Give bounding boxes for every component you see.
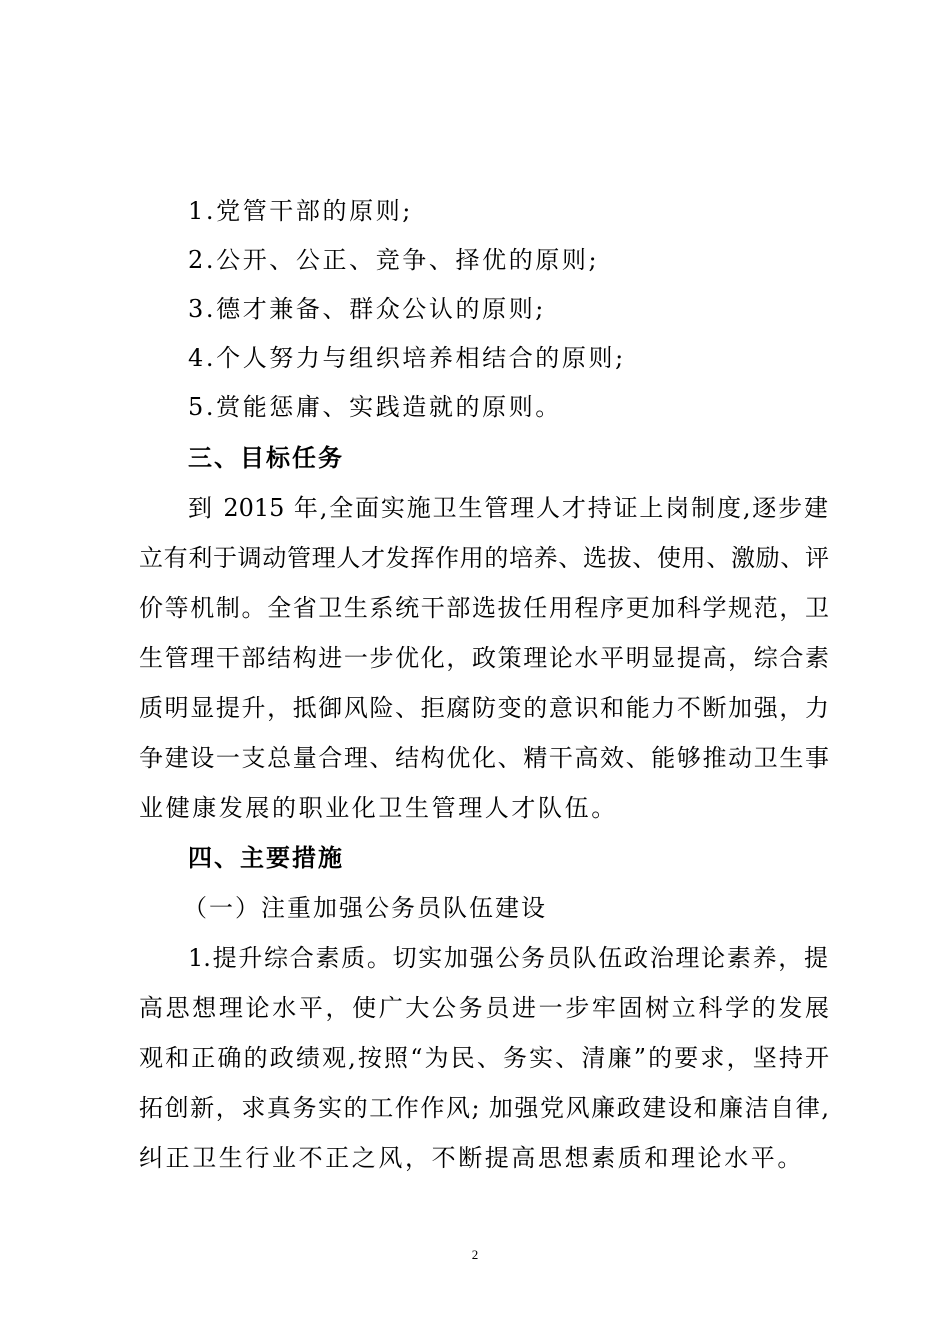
page-number: 2 (471, 1247, 479, 1262)
principle-4: 4.个人努力与组织培养相结合的原则; (188, 344, 626, 372)
section-3-heading: 三、目标任务 (188, 444, 344, 472)
section-3-line-7: 业健康发展的职业化卫生管理人才队伍。 (139, 794, 618, 822)
principle-1: 1.党管干部的原则; (188, 197, 413, 225)
section-4-subheading: （一）注重加强公务员队伍建设 (183, 894, 547, 922)
section-3-line-1: 到 2015 年,全面实施卫生管理人才持证上岗制度,逐步建 (188, 494, 828, 522)
section-4-line-5: 纠正卫生行业不正之风，不断提高思想素质和理论水平。 (139, 1144, 804, 1172)
section-4-heading: 四、主要措施 (188, 844, 344, 872)
section-3-line-6: 争建设一支总量合理、结构优化、精干高效、能够推动卫生事 (139, 744, 829, 772)
section-4-line-1: 1.提升综合素质。切实加强公务员队伍政治理论素养，提 (188, 944, 828, 972)
section-3-line-3: 价等机制。全省卫生系统干部选拔任用程序更加科学规范，卫 (139, 594, 829, 622)
section-4-line-2: 高思想理论水平，使广大公务员进一步牢固树立科学的发展 (139, 994, 829, 1022)
section-4-line-4: 拓创新，求真务实的工作作风; 加强党风廉政建设和廉洁自律, (139, 1094, 829, 1122)
principle-3: 3.德才兼备、群众公认的原则; (188, 295, 546, 323)
principle-2: 2.公开、公正、竞争、择优的原则; (188, 246, 600, 274)
principle-5: 5.赏能惩庸、实践造就的原则。 (188, 393, 562, 421)
section-3-line-5: 质明显提升，抵御风险、拒腐防变的意识和能力不断加强，力 (139, 694, 829, 722)
section-3-line-2: 立有利于调动管理人才发挥作用的培养、选拔、使用、激励、评 (139, 544, 829, 572)
section-4-line-3: 观和正确的政绩观,按照“为民、务实、清廉”的要求，坚持开 (139, 1044, 829, 1072)
section-3-line-4: 生管理干部结构进一步优化，政策理论水平明显提高，综合素 (139, 644, 829, 672)
